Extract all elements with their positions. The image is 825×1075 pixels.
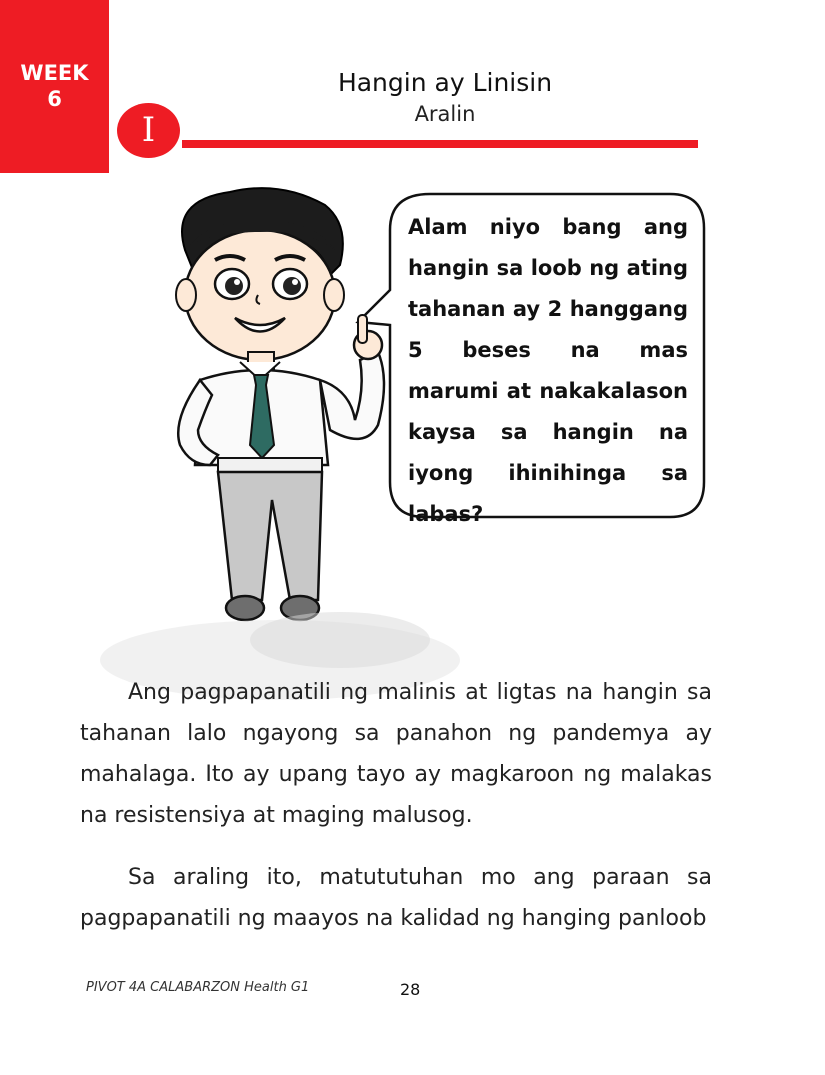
footer-source: PIVOT 4A CALABARZON Health G1: [86, 980, 310, 995]
week-label: WEEK: [20, 61, 89, 85]
week-number: 6: [47, 87, 62, 111]
page-title: Hangin ay Linisin: [337, 68, 553, 97]
boy-pointing-illustration-icon: [150, 180, 390, 640]
paragraph-lesson: Sa araling ito, matututuhan mo ang paraan sa pagpapanatili ng maayos na kalidad ng hanging panloob: [80, 865, 712, 931]
paragraph-intro: Ang pagpapanatili ng malinis at ligtas na hangin sa tahanan lalo ngayong sa panahon ng pandemya ay mahalaga. Ito ay upang tayo ay magkaroon ng malakas na resistensiya at maging malusog.: [80, 680, 712, 828]
page-number: 28: [400, 980, 421, 999]
section-badge: I: [117, 103, 180, 158]
speech-bubble-text: Alam niyo bang ang hangin sa loob ng ating tahanan ay 2 hanggang 5 beses na mas marumi at nakakalason kaysa sa hangin na iyong ihinihinga sa labas?: [408, 215, 688, 526]
page-subtitle: Aralin: [414, 102, 476, 126]
header-rule: [182, 140, 698, 148]
week-tab: [0, 0, 109, 173]
